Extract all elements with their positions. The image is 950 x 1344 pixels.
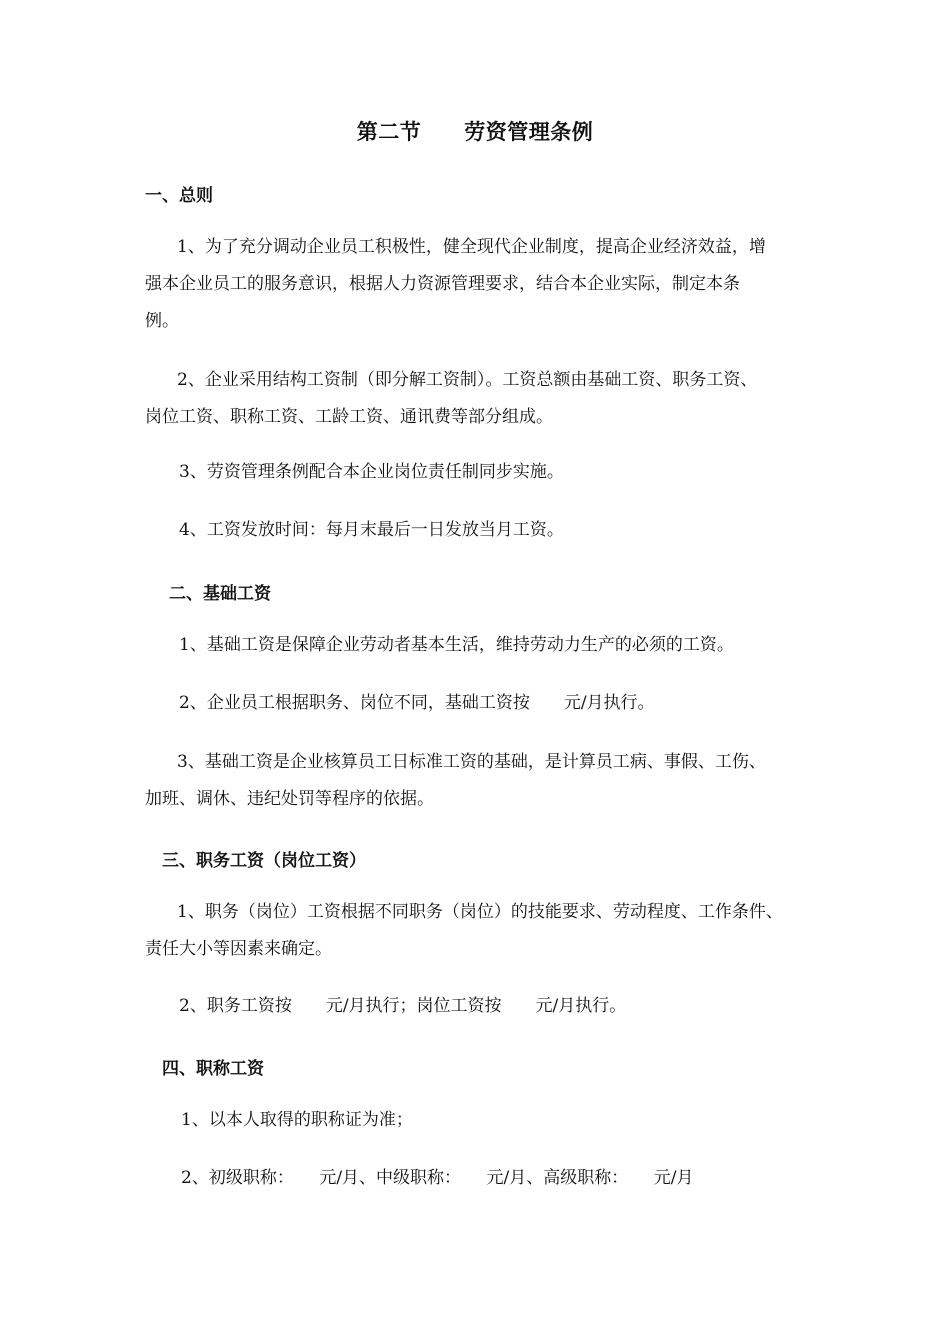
section-heading-general: 一、总则 <box>145 186 213 206</box>
paragraph-base-salary-3: 3、基础工资是企业核算员工日标准工资的基础，是计算员工病、事假、工伤、 加班、调休、违纪处罚等程序的依据。 <box>145 752 766 809</box>
section-heading-base-salary: 二、基础工资 <box>169 584 271 604</box>
paragraph-base-salary-2: 2、企业员工根据职务、岗位不同，基础工资按 元/月执行。 <box>179 693 655 713</box>
paragraph-general-2: 2、企业采用结构工资制（即分解工资制）。工资总额由基础工资、职务工资、 岗位工资、职称工资、工龄工资、通讯费等部分组成。 <box>145 370 758 427</box>
paragraph-general-3: 3、劳资管理条例配合本企业岗位责任制同步实施。 <box>179 462 564 482</box>
paragraph-title-salary-1: 1、以本人取得的职称证为准； <box>181 1110 413 1130</box>
paragraph-general-1: 1、为了充分调动企业员工积极性，健全现代企业制度，提高企业经济效益，增 强本企业员工的服务意识，根据人力资源管理要求，结合本企业实际，制定本条 例。 <box>145 237 766 331</box>
paragraph-general-4: 4、工资发放时间：每月末最后一日发放当月工资。 <box>179 520 564 540</box>
paragraph-title-salary-2: 2、初级职称： 元/月、中级职称： 元/月、高级职称： 元/月 <box>181 1168 694 1188</box>
section-heading-position-salary: 三、职务工资（岗位工资） <box>162 851 366 871</box>
paragraph-position-salary-2: 2、职务工资按 元/月执行；岗位工资按 元/月执行。 <box>179 996 627 1016</box>
paragraph-base-salary-1: 1、基础工资是保障企业劳动者基本生活，维持劳动力生产的必须的工资。 <box>179 635 734 655</box>
paragraph-position-salary-1: 1、职务（岗位）工资根据不同职务（岗位）的技能要求、劳动程度、工作条件、 责任大小等因素来确定。 <box>145 902 783 959</box>
page-title: 第二节 劳资管理条例 <box>356 120 594 144</box>
section-heading-title-salary: 四、职称工资 <box>162 1059 264 1079</box>
